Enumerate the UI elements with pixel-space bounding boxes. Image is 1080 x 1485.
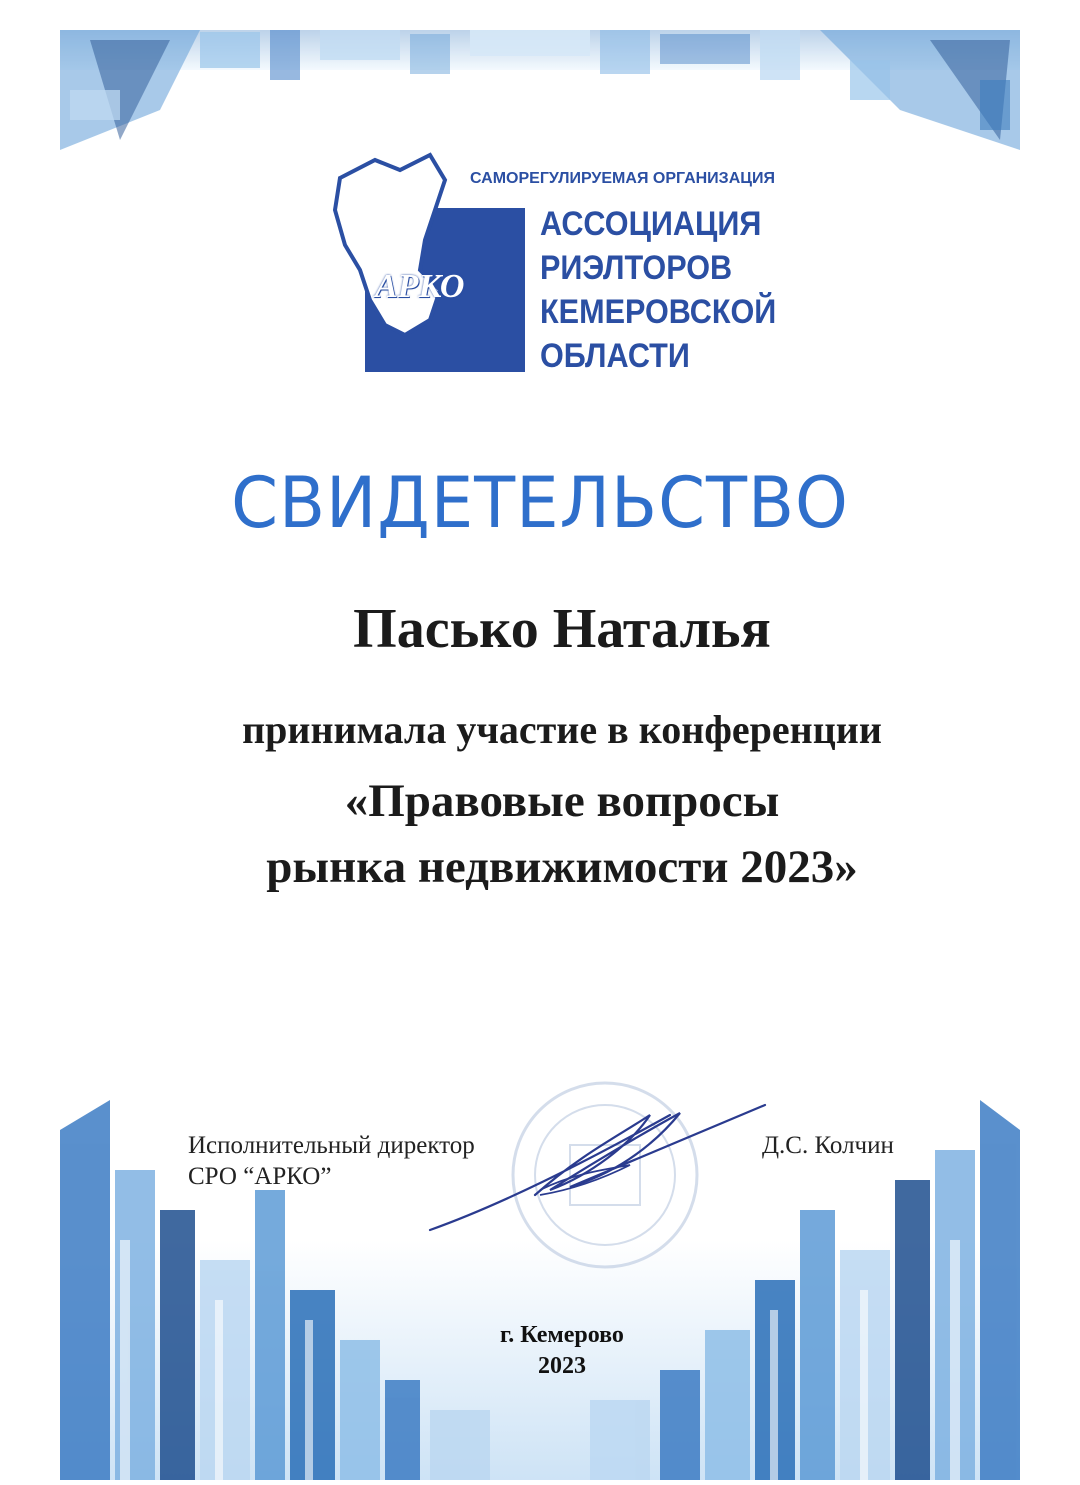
participation-text: принимала участие в конференции [242,707,882,752]
logo-emblem-text: АРКО [375,268,465,305]
event-title-line: рынка недвижимости 2023» [266,841,858,893]
footer-city: г. Кемерово [500,1322,624,1348]
recipient-name: Пасько Наталья [353,598,771,660]
signer-position: Исполнительный директор [188,1132,475,1159]
event-title-line: «Правовые вопросы [344,775,780,827]
organization-type: САМОРЕГУЛИРУЕМАЯ ОРГАНИЗАЦИЯ [470,170,775,187]
signer-name: Д.С. Колчин [762,1132,894,1159]
organization-name-line: ОБЛАСТИ [540,337,690,375]
handwritten-signature [420,1095,780,1240]
signer-organization: СРО “АРКО” [188,1163,332,1190]
organization-name-line: РИЭЛТОРОВ [540,249,733,287]
top-decorative-border [0,0,1080,160]
footer-year: 2023 [538,1353,586,1379]
organization-name-line: АССОЦИАЦИЯ [540,205,762,243]
certificate-title: СВИДЕТЕЛЬСТВО [231,462,849,544]
organization-name-line: КЕМЕРОВСКОЙ [540,293,777,331]
